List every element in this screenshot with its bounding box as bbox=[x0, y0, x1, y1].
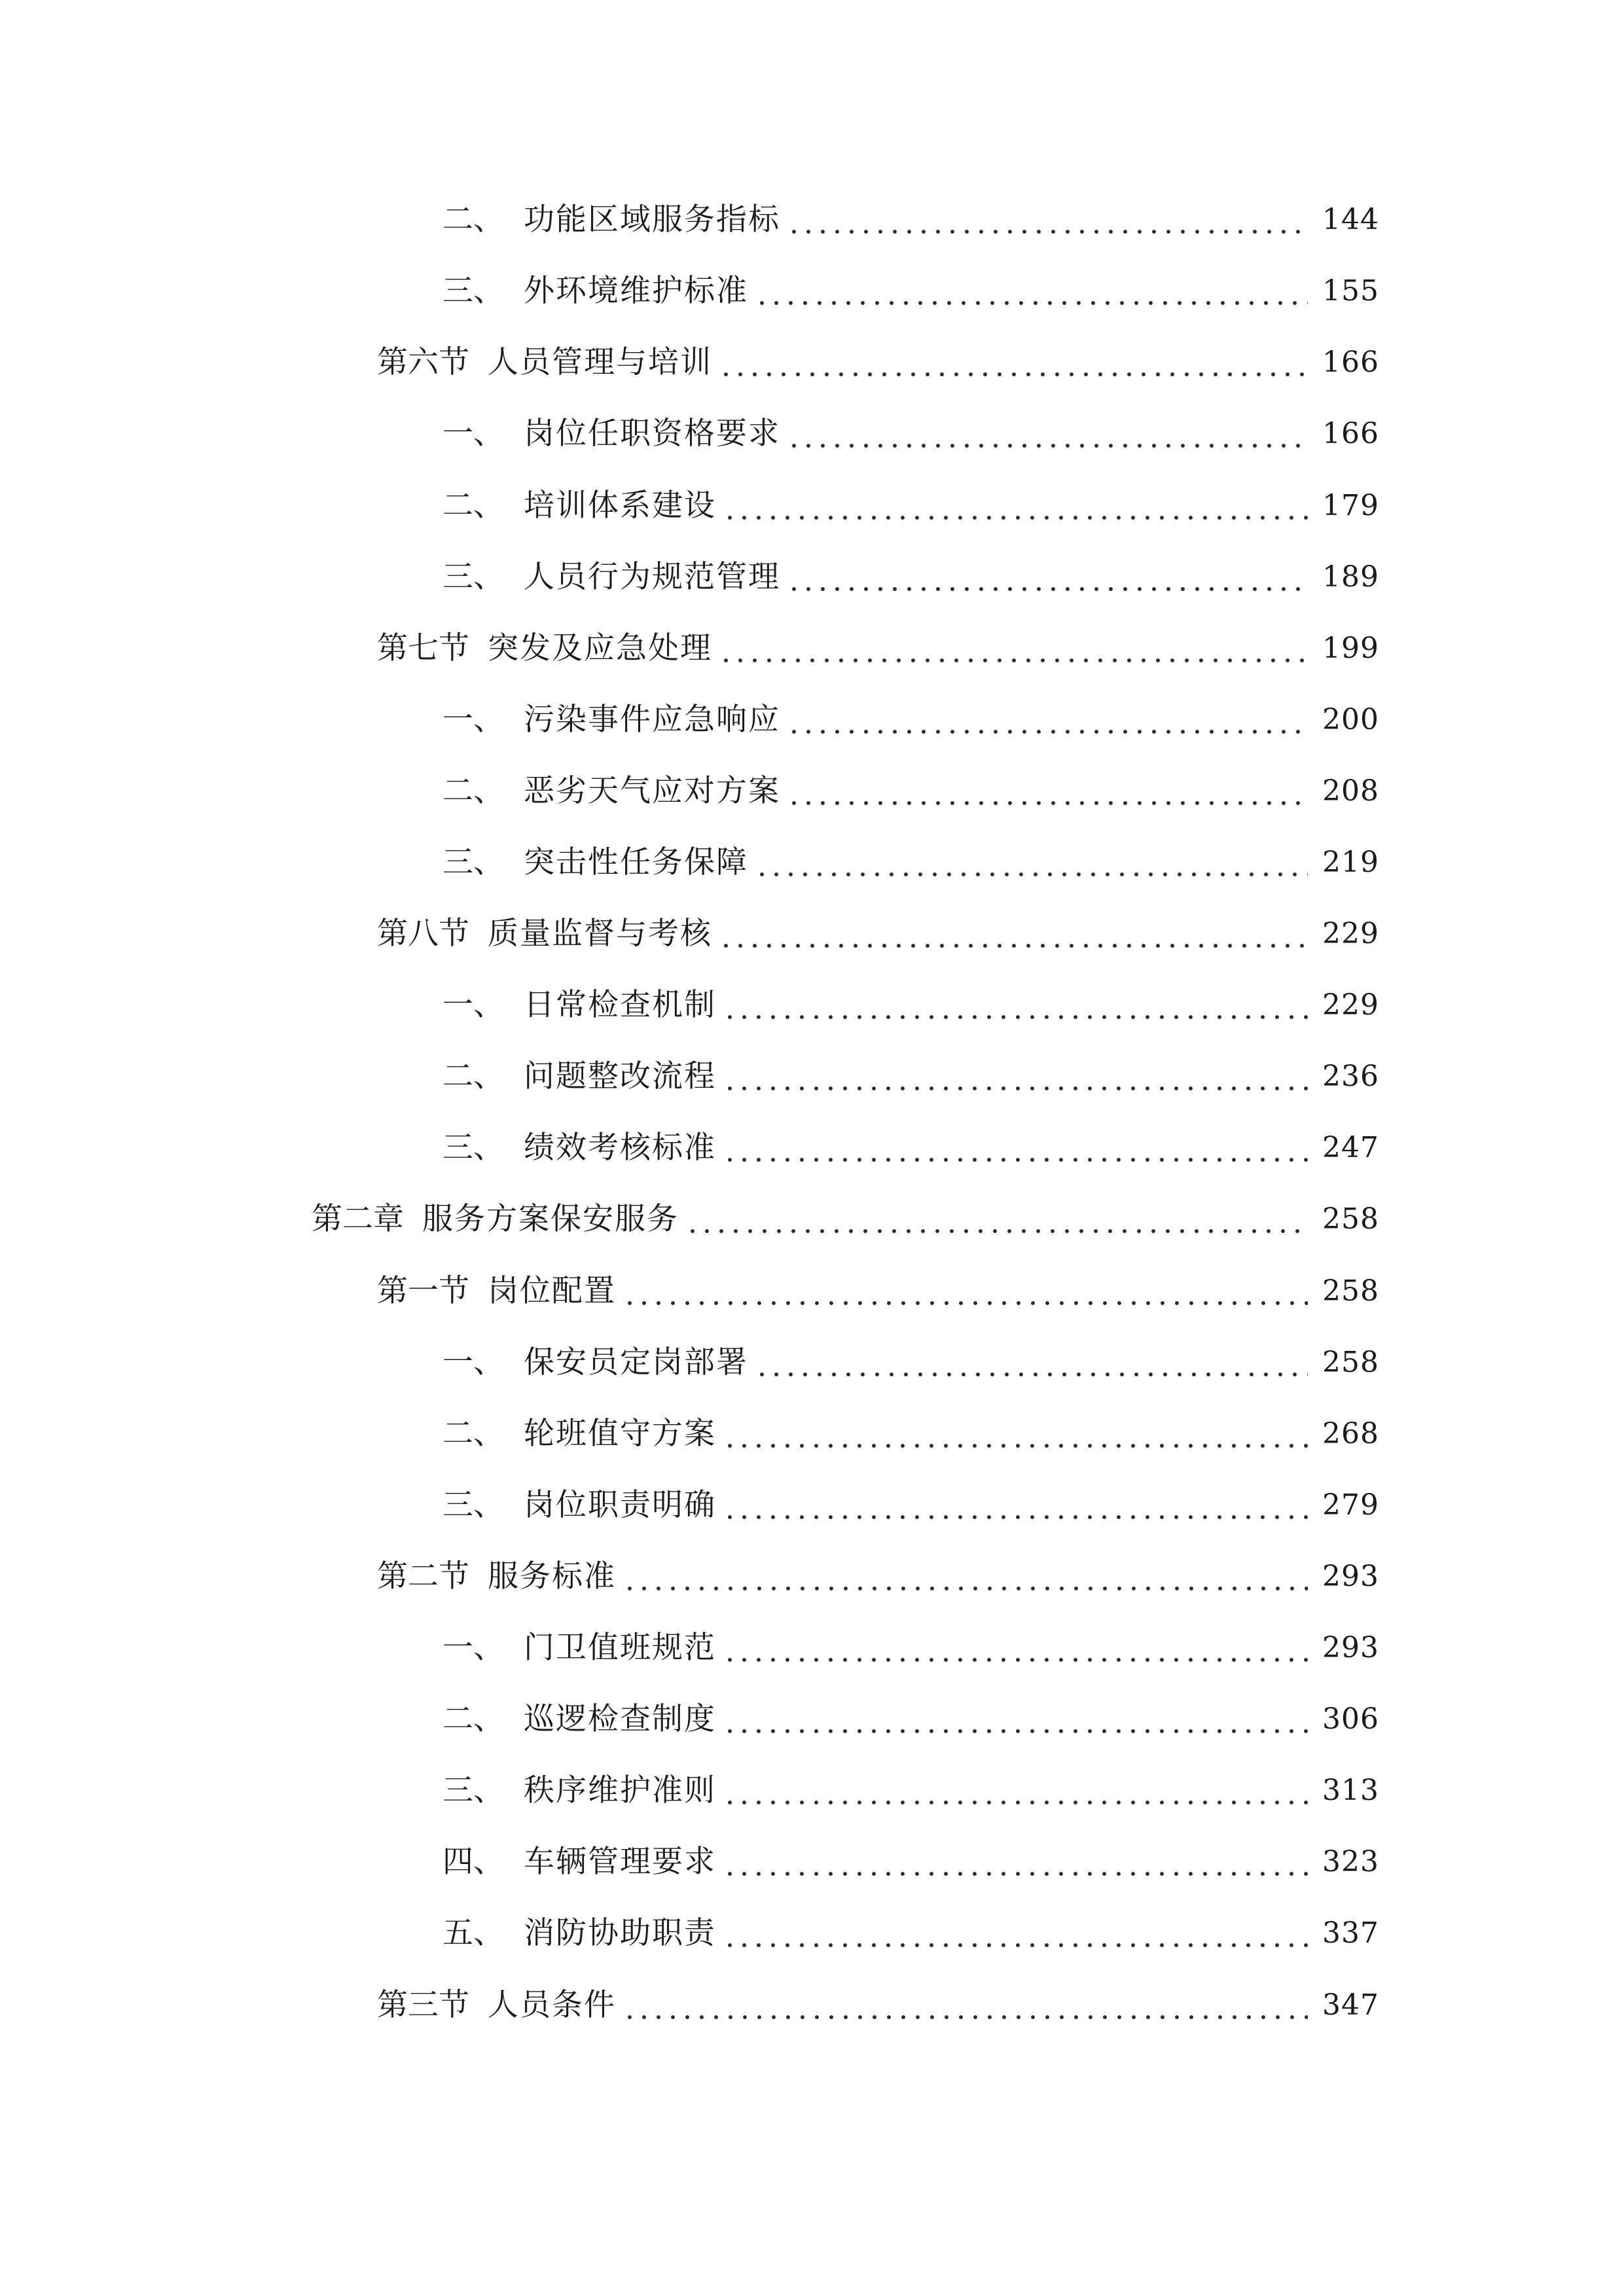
toc-entry-page: 200 bbox=[1322, 703, 1379, 736]
toc-entry-number: 一、 bbox=[442, 1344, 504, 1380]
toc-entry-page: 155 bbox=[1322, 274, 1379, 308]
toc-entry-page: 199 bbox=[1322, 632, 1379, 665]
toc-entry-title: 培训体系建设 bbox=[524, 488, 716, 524]
toc-entry[interactable] bbox=[442, 554, 1379, 601]
dot-leader bbox=[623, 1268, 1308, 1315]
toc-entry[interactable] bbox=[442, 482, 1379, 529]
toc-entry[interactable] bbox=[442, 1839, 1379, 1886]
dot-leader bbox=[755, 268, 1308, 315]
toc-entry-number: 二、 bbox=[442, 773, 504, 809]
toc-entry[interactable] bbox=[442, 982, 1379, 1029]
toc-entry-title: 人员管理与培训 bbox=[488, 344, 712, 380]
toc-entry-number: 二、 bbox=[442, 1416, 504, 1452]
toc-entry-title: 岗位任职资格要求 bbox=[524, 416, 780, 452]
toc-entry-number: 三、 bbox=[442, 1487, 504, 1523]
toc-entry[interactable] bbox=[442, 1339, 1379, 1386]
toc-entry-page: 279 bbox=[1322, 1488, 1379, 1522]
toc-entry-title: 巡逻检查制度 bbox=[524, 1701, 716, 1737]
toc-entry[interactable] bbox=[377, 910, 1379, 958]
toc-entry-page: 268 bbox=[1322, 1417, 1379, 1450]
toc-entry-number: 一、 bbox=[442, 1630, 504, 1666]
dot-leader bbox=[755, 839, 1308, 886]
toc-entry[interactable] bbox=[442, 1410, 1379, 1458]
toc-entry-page: 189 bbox=[1322, 560, 1379, 594]
toc-entry-title: 服务方案保安服务 bbox=[422, 1201, 679, 1237]
toc-entry-title: 恶劣天气应对方案 bbox=[524, 773, 780, 809]
toc-entry[interactable] bbox=[312, 1196, 1379, 1243]
toc-entry-title: 绩效考核标准 bbox=[524, 1130, 716, 1166]
toc-entry-page: 208 bbox=[1322, 774, 1379, 808]
toc-entry-title: 轮班值守方案 bbox=[524, 1416, 716, 1452]
toc-entry-title: 服务标准 bbox=[488, 1558, 616, 1594]
toc-entry-number: 第二节 bbox=[377, 1558, 469, 1594]
toc-entry-title: 污染事件应急响应 bbox=[524, 702, 780, 738]
toc-entry[interactable] bbox=[442, 1624, 1379, 1672]
toc-entry-number: 三、 bbox=[442, 1772, 504, 1808]
dot-leader bbox=[787, 768, 1308, 815]
toc-entry-title: 人员行为规范管理 bbox=[524, 559, 780, 595]
toc-entry-page: 306 bbox=[1322, 1702, 1379, 1736]
dot-leader bbox=[787, 554, 1308, 601]
toc-entry-page: 247 bbox=[1322, 1131, 1379, 1164]
toc-entry-title: 岗位职责明确 bbox=[524, 1487, 716, 1523]
dot-leader bbox=[719, 910, 1308, 958]
toc-entry-page: 166 bbox=[1322, 417, 1379, 450]
toc-entry-page: 229 bbox=[1322, 988, 1379, 1022]
toc-entry[interactable] bbox=[442, 1767, 1379, 1814]
toc-entry-number: 一、 bbox=[442, 416, 504, 452]
toc-entry-number: 第七节 bbox=[377, 630, 469, 666]
dot-leader bbox=[723, 982, 1308, 1029]
toc-entry-number: 二、 bbox=[442, 488, 504, 524]
dot-leader bbox=[719, 339, 1308, 386]
toc-entry-number: 五、 bbox=[442, 1915, 504, 1951]
dot-leader bbox=[723, 1910, 1308, 1957]
dot-leader bbox=[723, 1410, 1308, 1458]
toc-entry-page: 258 bbox=[1322, 1274, 1379, 1308]
dot-leader bbox=[723, 1696, 1308, 1743]
toc-entry-title: 功能区域服务指标 bbox=[524, 202, 780, 238]
toc-entry-number: 四、 bbox=[442, 1844, 504, 1880]
toc-entry-page: 293 bbox=[1322, 1631, 1379, 1664]
toc-entry-title: 突发及应急处理 bbox=[488, 630, 712, 666]
toc-entry[interactable] bbox=[377, 339, 1379, 386]
dot-leader bbox=[787, 196, 1308, 243]
toc-entry[interactable] bbox=[442, 768, 1379, 815]
dot-leader bbox=[623, 1553, 1308, 1600]
toc-entry[interactable] bbox=[377, 1982, 1379, 2029]
toc-entry-title: 人员条件 bbox=[488, 1987, 616, 2023]
dot-leader bbox=[723, 1482, 1308, 1529]
toc-entry-title: 保安员定岗部署 bbox=[524, 1344, 748, 1380]
toc-entry-page: 293 bbox=[1322, 1560, 1379, 1593]
dot-leader bbox=[723, 482, 1308, 529]
toc-entry-page: 258 bbox=[1322, 1202, 1379, 1236]
dot-leader bbox=[623, 1982, 1308, 2029]
toc-entry[interactable] bbox=[442, 1696, 1379, 1743]
dot-leader bbox=[723, 1124, 1308, 1172]
toc-entry[interactable] bbox=[442, 1124, 1379, 1172]
toc-entry-title: 质量监督与考核 bbox=[488, 916, 712, 952]
toc-entry-number: 二、 bbox=[442, 1701, 504, 1737]
toc-entry[interactable] bbox=[442, 196, 1379, 243]
dot-leader bbox=[685, 1196, 1308, 1243]
toc-entry-number: 第三节 bbox=[377, 1987, 469, 2023]
toc-entry[interactable] bbox=[442, 268, 1379, 315]
toc-entry[interactable] bbox=[442, 1482, 1379, 1529]
dot-leader bbox=[787, 696, 1308, 744]
toc-entry-number: 三、 bbox=[442, 1130, 504, 1166]
toc-entry-number: 一、 bbox=[442, 702, 504, 738]
toc-entry[interactable] bbox=[442, 410, 1379, 457]
toc-entry-number: 二、 bbox=[442, 1058, 504, 1094]
toc-entry-number: 第二章 bbox=[312, 1201, 404, 1237]
toc-entry[interactable] bbox=[377, 1268, 1379, 1315]
toc-entry-page: 144 bbox=[1322, 203, 1379, 236]
toc-entry[interactable] bbox=[442, 696, 1379, 744]
toc-entry-number: 三、 bbox=[442, 559, 504, 595]
dot-leader bbox=[723, 1767, 1308, 1814]
toc-entry-number: 三、 bbox=[442, 844, 504, 880]
toc-entry-number: 二、 bbox=[442, 202, 504, 238]
toc-entry-page: 236 bbox=[1322, 1060, 1379, 1093]
dot-leader bbox=[755, 1339, 1308, 1386]
toc-entry-title: 秩序维护准则 bbox=[524, 1772, 716, 1808]
toc-entry-page: 179 bbox=[1322, 489, 1379, 522]
toc-entry-page: 337 bbox=[1322, 1916, 1379, 1950]
toc-entry-number: 第六节 bbox=[377, 344, 469, 380]
toc-entry-number: 第一节 bbox=[377, 1273, 469, 1309]
dot-leader bbox=[719, 625, 1308, 672]
toc-entry-title: 问题整改流程 bbox=[524, 1058, 716, 1094]
dot-leader bbox=[723, 1053, 1308, 1100]
toc-entry-title: 门卫值班规范 bbox=[524, 1630, 716, 1666]
toc-entry-page: 219 bbox=[1322, 846, 1379, 879]
toc-entry-title: 日常检查机制 bbox=[524, 987, 716, 1023]
toc-entry-page: 229 bbox=[1322, 917, 1379, 950]
dot-leader bbox=[723, 1839, 1308, 1886]
toc-entry-number: 第八节 bbox=[377, 916, 469, 952]
toc-entry[interactable] bbox=[377, 625, 1379, 672]
toc-entry-page: 347 bbox=[1322, 1988, 1379, 2022]
toc-entry-page: 258 bbox=[1322, 1346, 1379, 1379]
dot-leader bbox=[723, 1624, 1308, 1672]
toc-entry-page: 323 bbox=[1322, 1845, 1379, 1878]
toc-entry-title: 岗位配置 bbox=[488, 1273, 616, 1309]
toc-entry[interactable] bbox=[442, 839, 1379, 886]
toc-entry-page: 166 bbox=[1322, 346, 1379, 379]
dot-leader bbox=[787, 410, 1308, 457]
toc-entry-title: 突击性任务保障 bbox=[524, 844, 748, 880]
toc-entry-number: 一、 bbox=[442, 987, 504, 1023]
toc-entry[interactable] bbox=[377, 1553, 1379, 1600]
toc-entry-page: 313 bbox=[1322, 1774, 1379, 1807]
toc-entry-number: 三、 bbox=[442, 273, 504, 309]
toc-entry[interactable] bbox=[442, 1053, 1379, 1100]
toc-entry-title: 消防协助职责 bbox=[524, 1915, 716, 1951]
toc-entry-title: 车辆管理要求 bbox=[524, 1844, 716, 1880]
toc-entry-title: 外环境维护标准 bbox=[524, 273, 748, 309]
toc-entry[interactable] bbox=[442, 1910, 1379, 1957]
